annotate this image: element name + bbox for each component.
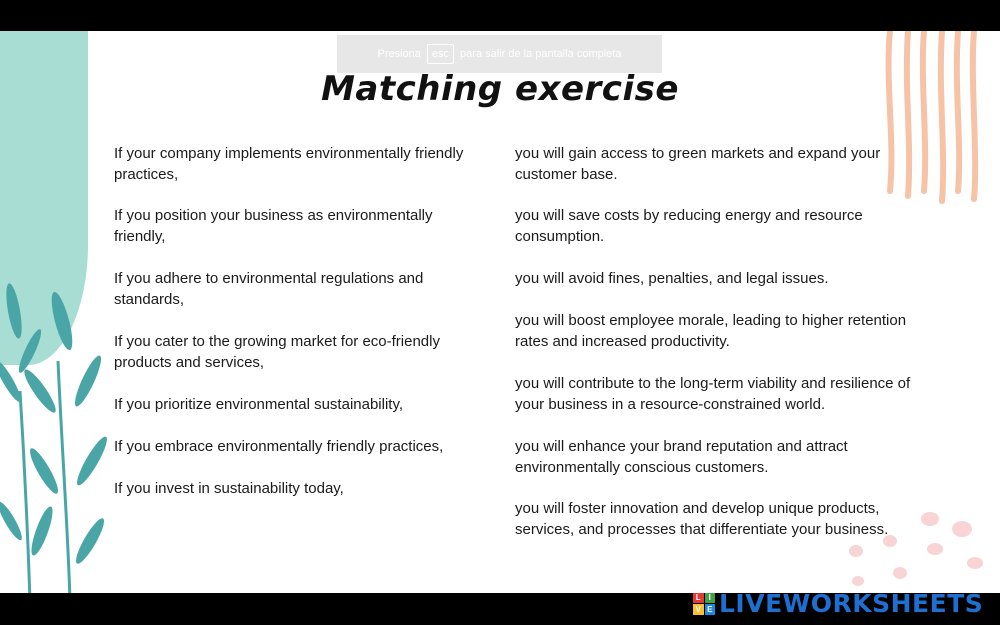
left-item[interactable]: If you prioritize environmental sustainability, — [114, 396, 404, 413]
top-black-bar — [0, 0, 1000, 31]
logo-letter: E — [705, 604, 716, 615]
worksheet-slide — [0, 31, 1000, 593]
stripes-decoration — [880, 31, 990, 211]
right-item[interactable]: you will contribute to the long-term viability and resilience of your business in a resource-constrained world. — [515, 375, 911, 413]
right-item[interactable]: you will save costs by reducing energy and resource consumption. — [515, 207, 863, 245]
toast-text-after: para salir de la pantalla completa — [460, 48, 622, 60]
left-item[interactable]: If you adhere to environmental regulations and standards, — [114, 270, 424, 308]
left-item[interactable]: If you position your business as environmentally friendly, — [114, 207, 433, 245]
left-item[interactable]: If you cater to the growing market for eco-friendly products and services, — [114, 333, 440, 371]
right-item[interactable]: you will enhance your brand reputation and attract environmentally conscious customers. — [515, 438, 848, 476]
toast-text-before: Presiona — [377, 48, 421, 60]
page-title: Matching exercise — [321, 69, 679, 109]
right-item[interactable]: you will gain access to green markets and expand your customer base. — [515, 145, 881, 183]
liveworksheets-brand[interactable] — [693, 589, 983, 618]
left-item[interactable]: If you embrace environmentally friendly practices, — [114, 438, 444, 455]
brand-name: LIVEWORKSHEETS — [719, 589, 984, 618]
right-item[interactable]: you will foster innovation and develop unique products, services, and processes that differentiate your business. — [515, 500, 889, 538]
logo-letter: L — [693, 593, 704, 604]
logo-letter: V — [693, 604, 704, 615]
leaf-branch-decoration — [0, 271, 120, 593]
fullscreen-exit-toast — [337, 35, 662, 73]
left-item[interactable]: If your company implements environmentally friendly practices, — [114, 145, 464, 183]
esc-key-hint: esc — [427, 44, 454, 64]
logo-letter: I — [705, 593, 716, 604]
left-item[interactable]: If you invest in sustainability today, — [114, 480, 344, 497]
liveworksheets-logo-icon — [693, 593, 715, 615]
right-item[interactable]: you will avoid fines, penalties, and legal issues. — [515, 270, 829, 287]
right-item[interactable]: you will boost employee morale, leading to higher retention rates and increased productivity. — [515, 312, 907, 350]
